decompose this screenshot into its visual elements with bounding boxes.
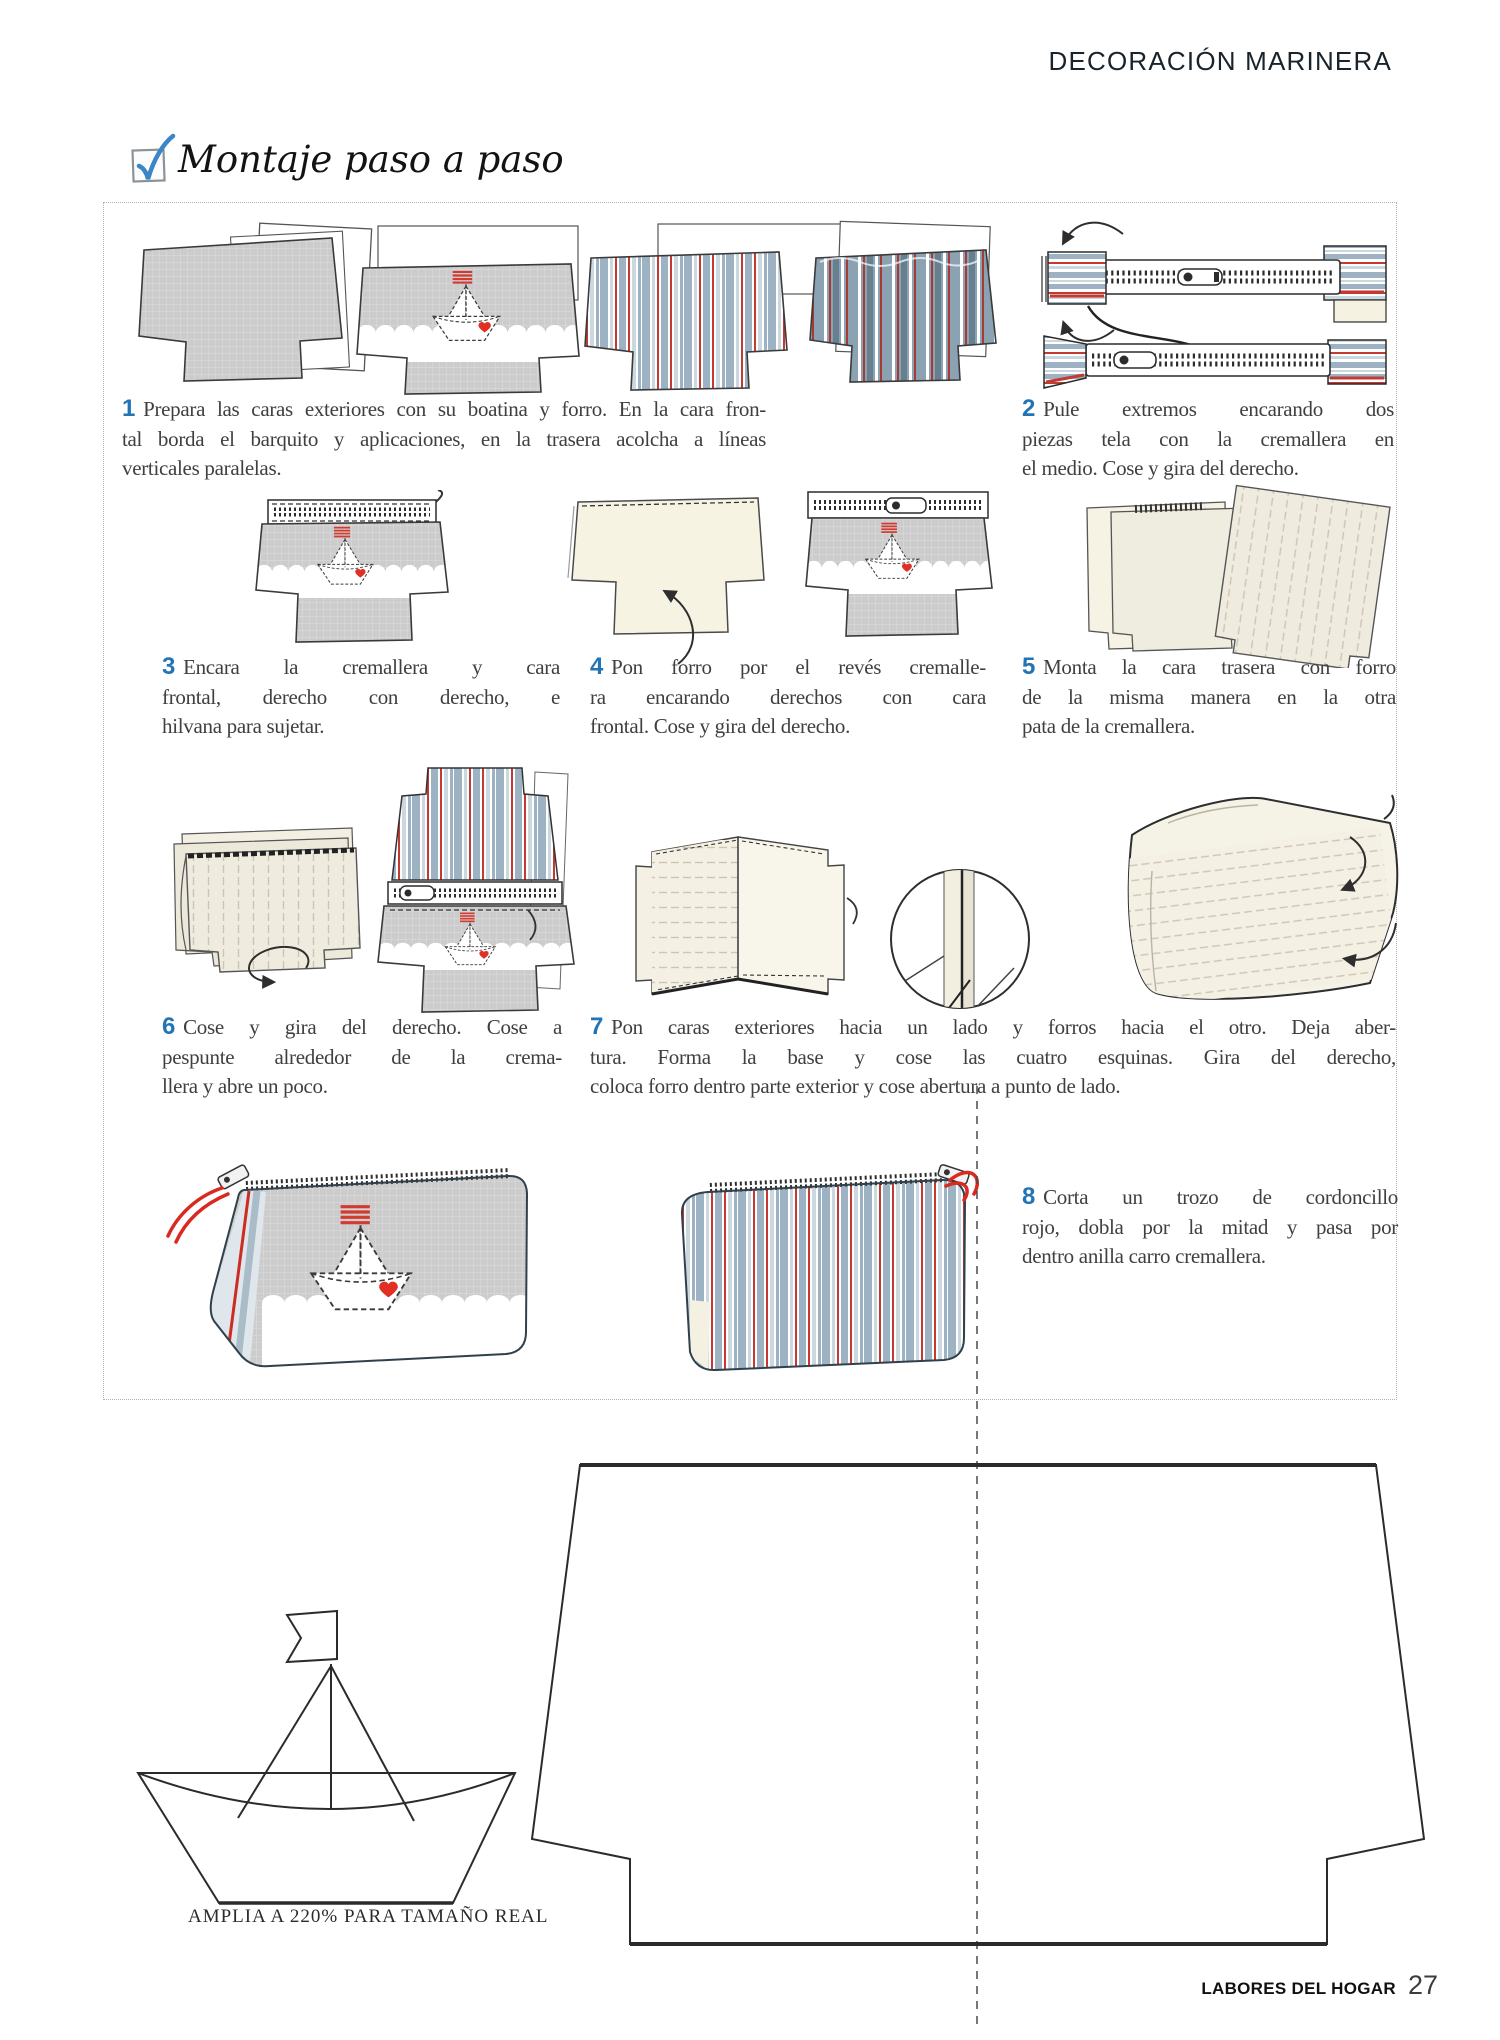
step-number: 6 (162, 1013, 176, 1040)
fabric-piece-striped (585, 224, 848, 390)
step-line: rojo, dobla por la mitad y pasa por (1022, 1214, 1398, 1239)
step4-lining-illustration (560, 486, 775, 666)
step-line: coloca forro dentro parte exterior y cose abertura a punto de lado. (590, 1074, 1121, 1098)
step-line: llera y abre un poco. (162, 1074, 328, 1098)
magazine-name: LABORES DEL HOGAR (1201, 1979, 1396, 1998)
step-line: 7 Pon caras exteriores hacia un lado y forros hacia el otro. Deja aber- (590, 1013, 1396, 1040)
step-number: 4 (590, 653, 604, 680)
step-line: el medio. Cose y gira del derecho. (1022, 456, 1299, 480)
step1-illustration (138, 220, 1003, 395)
boat-pattern-outline (138, 1611, 515, 1903)
step-line: 8 Corta un trozo de cordoncillo (1022, 1183, 1398, 1210)
step-line: dentro anilla carro cremallera. (1022, 1244, 1266, 1268)
step6-open-illustration (370, 764, 580, 1016)
pouch-pattern-outline (532, 1465, 1424, 1944)
step-number: 2 (1022, 395, 1036, 422)
step-line: 6 Cose y gira del derecho. Cose a (162, 1013, 562, 1040)
step-number: 5 (1022, 653, 1036, 680)
step-4-text (590, 652, 986, 742)
step-line: 4 Pon forro por el revés cremalle- (590, 653, 986, 680)
step-line: frontal. Cose y gira del derecho. (590, 714, 851, 738)
step-line: 5 Monta la cara trasera con forro (1022, 653, 1396, 680)
step-number: 1 (122, 395, 136, 422)
step-line: ra encarando derechos con cara (590, 684, 986, 709)
step-line: pata de la cremallera. (1022, 714, 1195, 738)
step-line: 3 Encara la cremallera y cara (162, 653, 560, 680)
step-2-text (1022, 394, 1394, 484)
step-line: 2 Pule extremos encarando dos (1022, 395, 1394, 422)
step7-detail-circle (886, 860, 1034, 1018)
zipper-bottom (1044, 336, 1386, 388)
step-number: 7 (590, 1013, 604, 1040)
step7-lining-illustration (622, 810, 877, 1015)
sewing-pattern (100, 1080, 1460, 2032)
step-number: 8 (1022, 1183, 1036, 1210)
step-line: pespunte alrededor de la crema- (162, 1044, 562, 1069)
step6-folded-illustration (156, 816, 366, 996)
step-line: frontal, derecho con derecho, e (162, 684, 560, 709)
fabric-piece-gray (139, 223, 372, 381)
page-number: 27 (1407, 1970, 1438, 2000)
pattern-caption: AMPLIA A 220% PARA TAMAÑO REAL (188, 1906, 549, 1927)
step-line: piezas tela con la cremallera en (1022, 426, 1394, 451)
step-line: tal borda el barquito y aplicaciones, en la trasera acolcha a líneas (122, 426, 766, 451)
page-footer (1201, 1970, 1438, 2001)
step7-turned-illustration (1098, 783, 1410, 1015)
checkbox-icon (126, 130, 180, 188)
step4-front-illustration (798, 484, 998, 656)
step2-illustration (1028, 212, 1400, 394)
step5-illustration (1075, 478, 1400, 668)
step-line: 1 Prepara las caras exteriores con su boatina y forro. En la cara fron- (122, 395, 766, 422)
step-3-text (162, 652, 560, 742)
step-line: tura. Forma la base y cose las cuatro esquinas. Gira del derecho, (590, 1044, 1396, 1069)
step-line: hilvana para sujetar. (162, 714, 325, 738)
section-title: Montaje paso a paso (178, 138, 564, 181)
page-header-title: DECORACIÓN MARINERA (1048, 46, 1392, 76)
step-1-text (122, 394, 766, 484)
step3-illustration (246, 490, 456, 652)
step-number: 3 (162, 653, 176, 680)
step-line: de la misma manera en la otra (1022, 684, 1396, 709)
step-line: verticales paralelas. (122, 456, 282, 480)
fabric-piece-boat (353, 226, 588, 395)
step-5-text (1022, 652, 1396, 742)
